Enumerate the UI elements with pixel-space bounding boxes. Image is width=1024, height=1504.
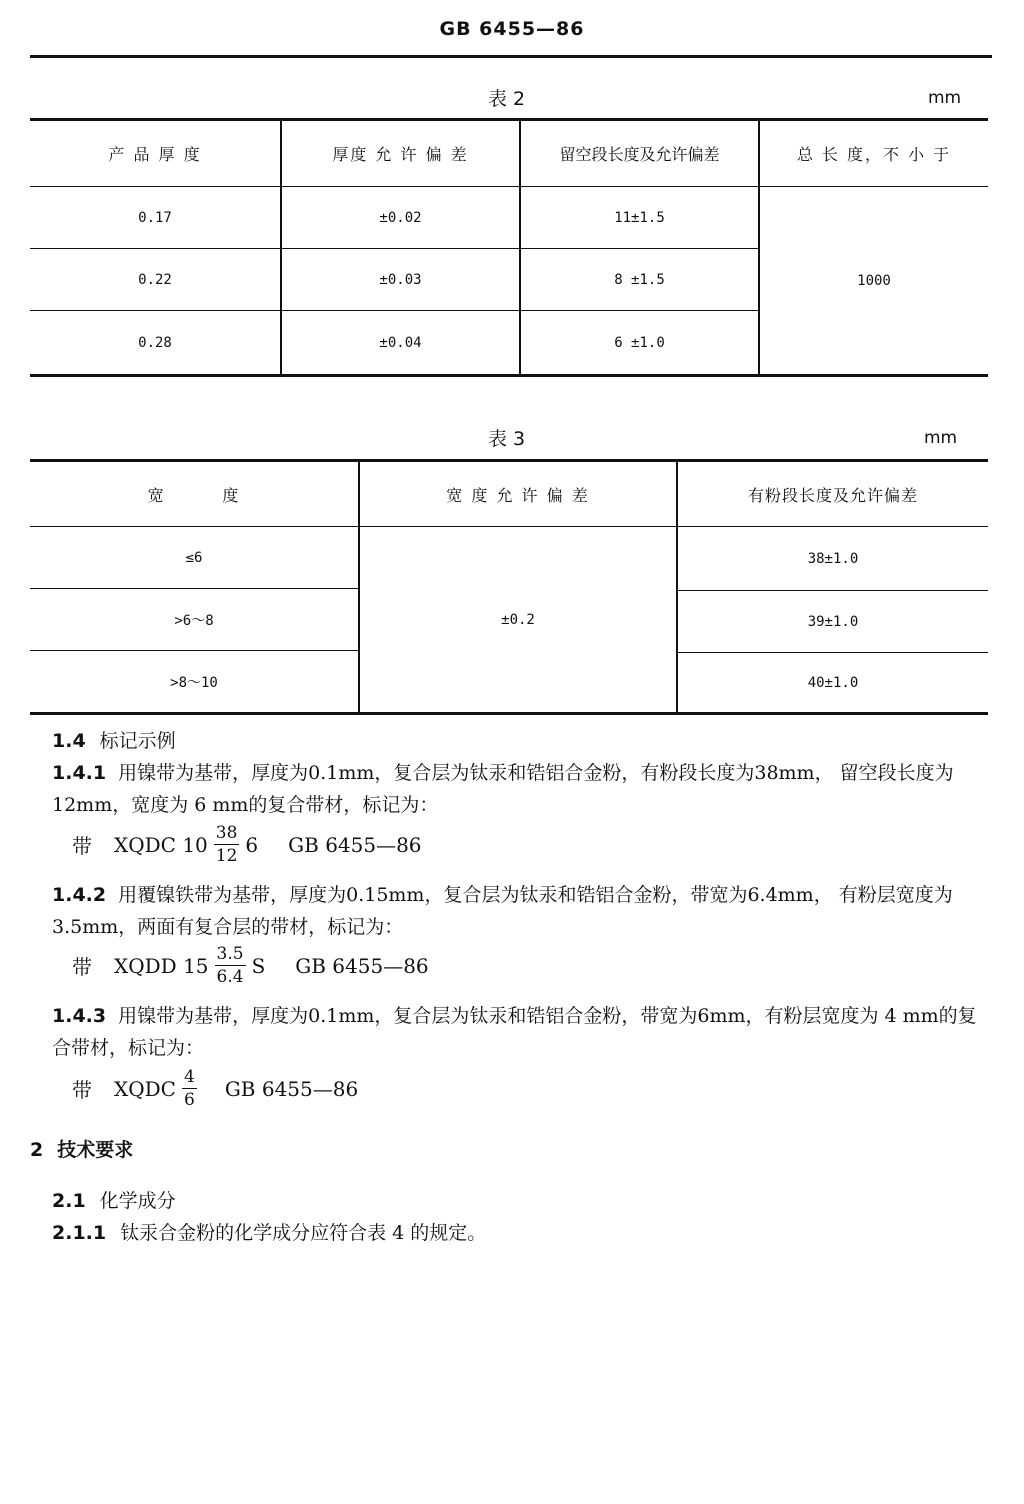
table2-unit: mm bbox=[928, 88, 962, 108]
section-number: 1.4.3 bbox=[52, 1005, 107, 1027]
table2-bottom-rule bbox=[30, 374, 988, 377]
section-paragraph: 用镍带为基带，厚度为0.1mm，复合层为钛汞和锆铝合金粉，有粉段长度为38mm， 留空段长度为12mm，宽度为 6 mm的复合带材，标记为： bbox=[52, 762, 954, 816]
marking-example-1 bbox=[72, 822, 422, 867]
table3-cell-powder-length: 38±1.0 bbox=[807, 550, 859, 567]
fraction-denominator: 6.4 bbox=[216, 967, 244, 987]
table2-header-cell: 总 长 度，不 小 于 bbox=[796, 145, 952, 164]
table2-cell-thickness: 0.28 bbox=[138, 334, 172, 351]
marking-example-3 bbox=[72, 1066, 358, 1111]
section-1-4 bbox=[30, 726, 176, 753]
marking-label: 带 bbox=[72, 955, 92, 979]
table3-bottom-rule bbox=[30, 712, 988, 715]
section-1-4-1 bbox=[30, 757, 985, 821]
table3-width-tolerance: ±0.2 bbox=[501, 611, 535, 628]
section-paragraph: 用覆镍铁带为基带，厚度为0.15mm，复合层为钛汞和锆铝合金粉，带宽为6.4mm， 有粉层宽度为3.5mm，两面有复合层的带材，标记为： bbox=[52, 884, 953, 938]
section-paragraph: 用镍带为基带，厚度为0.1mm，复合层为钛汞和锆铝合金粉，带宽为6mm，有粉层宽度为 4 mm的复合带材，标记为： bbox=[52, 1005, 977, 1059]
marking-code: XQDC bbox=[114, 1076, 176, 1101]
section-number: 1.4 bbox=[52, 730, 86, 752]
section-number: 1.4.2 bbox=[52, 884, 107, 906]
table2-cell-blank-length: 11±1.5 bbox=[614, 209, 665, 226]
header-rule bbox=[30, 55, 992, 58]
section-number: 2 bbox=[30, 1139, 44, 1161]
table2-caption: 表 2 bbox=[488, 88, 526, 110]
marking-standard: GB 6455—86 bbox=[295, 953, 429, 978]
table2-header-cell: 留空段长度及允许偏差 bbox=[559, 145, 720, 164]
section-1-4-3 bbox=[30, 1000, 985, 1064]
table3-header-cell: 有粉段长度及允许偏差 bbox=[747, 485, 918, 505]
section-2 bbox=[30, 1135, 133, 1162]
marking-suffix: 6 bbox=[245, 832, 259, 857]
fraction-denominator: 12 bbox=[215, 846, 238, 866]
marking-label: 带 bbox=[72, 1078, 92, 1102]
fraction-numerator: 4 bbox=[183, 1067, 195, 1087]
marking-code: XQDD 15 bbox=[114, 953, 209, 978]
fraction-numerator: 3.5 bbox=[216, 944, 244, 964]
marking-standard: GB 6455—86 bbox=[288, 832, 422, 857]
section-heading: 技术要求 bbox=[57, 1139, 134, 1161]
table3-cell-powder-length: 40±1.0 bbox=[807, 674, 859, 691]
section-number: 2.1.1 bbox=[52, 1222, 107, 1244]
fraction-numerator: 38 bbox=[215, 823, 238, 843]
section-2-1 bbox=[30, 1186, 176, 1213]
table3-unit: mm bbox=[924, 428, 958, 448]
fraction-denominator: 6 bbox=[183, 1090, 195, 1110]
section-1-4-2 bbox=[30, 879, 985, 943]
table3-header-cell: 宽 度 允 许 偏 差 bbox=[446, 485, 590, 505]
marking-fraction bbox=[215, 943, 246, 988]
table2-cell-blank-length: 8 ±1.5 bbox=[614, 271, 665, 288]
marking-code: XQDC 10 bbox=[114, 832, 208, 857]
table2-cell-tolerance: ±0.02 bbox=[379, 209, 422, 226]
marking-example-2 bbox=[72, 943, 429, 988]
marking-suffix: S bbox=[251, 953, 266, 978]
table3-cell-width: >8～10 bbox=[170, 674, 218, 691]
section-heading: 化学成分 bbox=[99, 1190, 176, 1212]
section-2-1-1 bbox=[30, 1218, 486, 1245]
section-number: 2.1 bbox=[52, 1190, 86, 1212]
table2-cell-thickness: 0.22 bbox=[138, 271, 172, 288]
marking-standard: GB 6455—86 bbox=[224, 1076, 359, 1101]
table3-header-cell: 宽 度 bbox=[147, 485, 241, 505]
table3-cell-width: >6～8 bbox=[174, 612, 214, 629]
section-heading: 标记示例 bbox=[99, 730, 176, 752]
table2-cell-tolerance: ±0.03 bbox=[379, 271, 422, 288]
table3-caption: 表 3 bbox=[488, 428, 526, 450]
section-number: 1.4.1 bbox=[52, 762, 107, 784]
marking-fraction bbox=[214, 822, 240, 867]
marking-fraction bbox=[182, 1066, 197, 1111]
table2-total-length: 1000 bbox=[857, 272, 891, 289]
table2-header-cell: 产 品 厚 度 bbox=[108, 145, 202, 164]
table2-header-cell: 厚度 允 许 偏 差 bbox=[332, 145, 469, 164]
table3-cell-powder-length: 39±1.0 bbox=[807, 613, 859, 630]
table2-cell-thickness: 0.17 bbox=[138, 209, 172, 226]
table3-cell-width: ≤6 bbox=[185, 549, 203, 566]
table2-cell-tolerance: ±0.04 bbox=[379, 334, 422, 351]
table2-cell-blank-length: 6 ±1.0 bbox=[614, 334, 665, 351]
marking-label: 带 bbox=[72, 834, 92, 858]
section-paragraph: 钛汞合金粉的化学成分应符合表 4 的规定。 bbox=[120, 1222, 487, 1244]
standard-header: GB 6455—86 bbox=[439, 18, 585, 40]
